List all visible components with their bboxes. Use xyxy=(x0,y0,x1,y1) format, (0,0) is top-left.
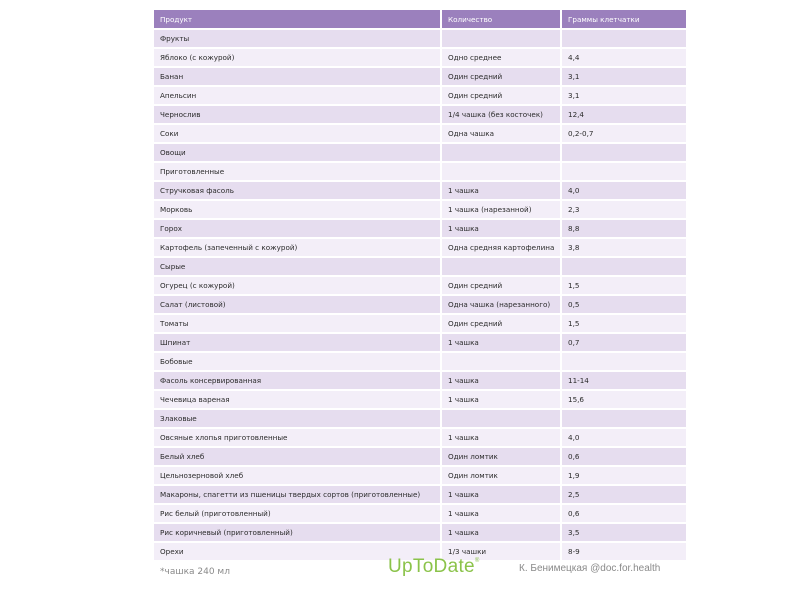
cell-fiber: 4,4 xyxy=(561,48,686,67)
table-row xyxy=(154,504,686,523)
cell-fiber xyxy=(561,143,686,162)
table-row xyxy=(154,200,686,219)
cell-quantity xyxy=(441,143,561,162)
cell-quantity: 1 чашка xyxy=(441,390,561,409)
table-row xyxy=(154,523,686,542)
cell-quantity: 1 чашка xyxy=(441,181,561,200)
cell-quantity: 1 чашка xyxy=(441,219,561,238)
table-row xyxy=(154,238,686,257)
table-row xyxy=(154,257,686,276)
cell-quantity: Одна чашка (нарезанного) xyxy=(441,295,561,314)
cell-quantity: 1 чашка xyxy=(441,371,561,390)
author-credit: К. Бенимецкая @doc.for.health xyxy=(519,563,661,574)
cell-fiber: 0,6 xyxy=(561,447,686,466)
cell-product: Овсяные хлопья приготовленные xyxy=(154,428,441,447)
cell-quantity xyxy=(441,352,561,371)
table-row xyxy=(154,447,686,466)
cell-quantity: 1 чашка xyxy=(441,523,561,542)
cell-quantity: 1 чашка xyxy=(441,428,561,447)
cell-fiber: 8-9 xyxy=(561,542,686,560)
cell-product: Злаковые xyxy=(154,409,441,428)
header-fiber-grams: Граммы клетчатки xyxy=(561,10,686,29)
cell-quantity: Один ломтик xyxy=(441,466,561,485)
table-row xyxy=(154,86,686,105)
cell-fiber: 0,2-0,7 xyxy=(561,124,686,143)
table-row xyxy=(154,143,686,162)
cell-fiber: 0,7 xyxy=(561,333,686,352)
cell-quantity xyxy=(441,409,561,428)
cell-quantity xyxy=(441,162,561,181)
table-header-row xyxy=(154,10,686,29)
cell-quantity xyxy=(441,29,561,48)
cell-product: Цельнозерновой хлеб xyxy=(154,466,441,485)
cell-product: Томаты xyxy=(154,314,441,333)
table-row xyxy=(154,314,686,333)
header-product: Продукт xyxy=(154,10,441,29)
table-row xyxy=(154,105,686,124)
cell-fiber: 4,0 xyxy=(561,428,686,447)
cell-product: Фасоль консервированная xyxy=(154,371,441,390)
cell-quantity: 1 чашка xyxy=(441,485,561,504)
cell-product: Яблоко (с кожурой) xyxy=(154,48,441,67)
cell-quantity: Один средний xyxy=(441,67,561,86)
cell-fiber: 1,5 xyxy=(561,314,686,333)
logo-text: UpToDate xyxy=(388,556,475,577)
cell-product: Сырые xyxy=(154,257,441,276)
header-quantity: Количество xyxy=(441,10,561,29)
cell-product: Банан xyxy=(154,67,441,86)
cell-fiber xyxy=(561,352,686,371)
cell-quantity: Одно среднее xyxy=(441,48,561,67)
cell-product: Салат (листовой) xyxy=(154,295,441,314)
table-row xyxy=(154,428,686,447)
table-body xyxy=(154,29,686,560)
cell-fiber xyxy=(561,257,686,276)
cell-product: Горох xyxy=(154,219,441,238)
cell-fiber: 3,1 xyxy=(561,86,686,105)
cell-product: Шпинат xyxy=(154,333,441,352)
cell-fiber: 1,9 xyxy=(561,466,686,485)
cell-quantity xyxy=(441,257,561,276)
cell-fiber xyxy=(561,29,686,48)
cell-product: Белый хлеб xyxy=(154,447,441,466)
cell-fiber: 12,4 xyxy=(561,105,686,124)
cell-product: Фрукты xyxy=(154,29,441,48)
cell-product: Апельсин xyxy=(154,86,441,105)
cup-footnote: *чашка 240 мл xyxy=(160,567,230,577)
cell-quantity: 1/4 чашка (без косточек) xyxy=(441,105,561,124)
table-row xyxy=(154,29,686,48)
cell-product: Соки xyxy=(154,124,441,143)
table-row xyxy=(154,371,686,390)
cell-product: Рис коричневый (приготовленный) xyxy=(154,523,441,542)
cell-fiber: 15,6 xyxy=(561,390,686,409)
table-row xyxy=(154,181,686,200)
cell-product: Рис белый (приготовленный) xyxy=(154,504,441,523)
uptodate-logo xyxy=(388,556,480,578)
cell-product: Орехи xyxy=(154,542,441,560)
table-row xyxy=(154,466,686,485)
cell-product: Морковь xyxy=(154,200,441,219)
table-row xyxy=(154,67,686,86)
cell-quantity: 1/3 чашки xyxy=(441,542,561,560)
fiber-table xyxy=(154,10,686,560)
cell-product: Огурец (с кожурой) xyxy=(154,276,441,295)
cell-quantity: Один ломтик xyxy=(441,447,561,466)
cell-quantity: Одна чашка xyxy=(441,124,561,143)
cell-quantity: 1 чашка xyxy=(441,504,561,523)
table-row xyxy=(154,333,686,352)
cell-product: Стручковая фасоль xyxy=(154,181,441,200)
cell-fiber: 3,5 xyxy=(561,523,686,542)
cell-fiber: 4,0 xyxy=(561,181,686,200)
cell-quantity: Один средний xyxy=(441,276,561,295)
cell-quantity: 1 чашка (нарезанной) xyxy=(441,200,561,219)
table-row xyxy=(154,352,686,371)
table-row xyxy=(154,390,686,409)
cell-product: Чечевица вареная xyxy=(154,390,441,409)
table-row xyxy=(154,485,686,504)
cell-quantity: Один средний xyxy=(441,314,561,333)
cell-product: Чернослив xyxy=(154,105,441,124)
registered-mark: ® xyxy=(474,558,480,564)
table-row xyxy=(154,124,686,143)
cell-fiber xyxy=(561,162,686,181)
cell-product: Макароны, спагетти из пшеницы твердых сортов (приготовленные) xyxy=(154,485,441,504)
cell-fiber: 3,1 xyxy=(561,67,686,86)
table-row xyxy=(154,162,686,181)
table-row xyxy=(154,295,686,314)
table-row xyxy=(154,276,686,295)
cell-fiber xyxy=(561,409,686,428)
cell-fiber: 11-14 xyxy=(561,371,686,390)
cell-quantity: Один средний xyxy=(441,86,561,105)
cell-fiber: 0,6 xyxy=(561,504,686,523)
cell-product: Картофель (запеченный с кожурой) xyxy=(154,238,441,257)
cell-product: Овощи xyxy=(154,143,441,162)
table-row xyxy=(154,409,686,428)
cell-quantity: 1 чашка xyxy=(441,333,561,352)
cell-fiber: 3,8 xyxy=(561,238,686,257)
table-row xyxy=(154,48,686,67)
table-row xyxy=(154,219,686,238)
cell-product: Бобовые xyxy=(154,352,441,371)
cell-quantity: Одна средняя картофелина xyxy=(441,238,561,257)
cell-fiber: 2,3 xyxy=(561,200,686,219)
cell-fiber: 1,5 xyxy=(561,276,686,295)
cell-fiber: 0,5 xyxy=(561,295,686,314)
cell-fiber: 2,5 xyxy=(561,485,686,504)
cell-product: Приготовленные xyxy=(154,162,441,181)
cell-fiber: 8,8 xyxy=(561,219,686,238)
